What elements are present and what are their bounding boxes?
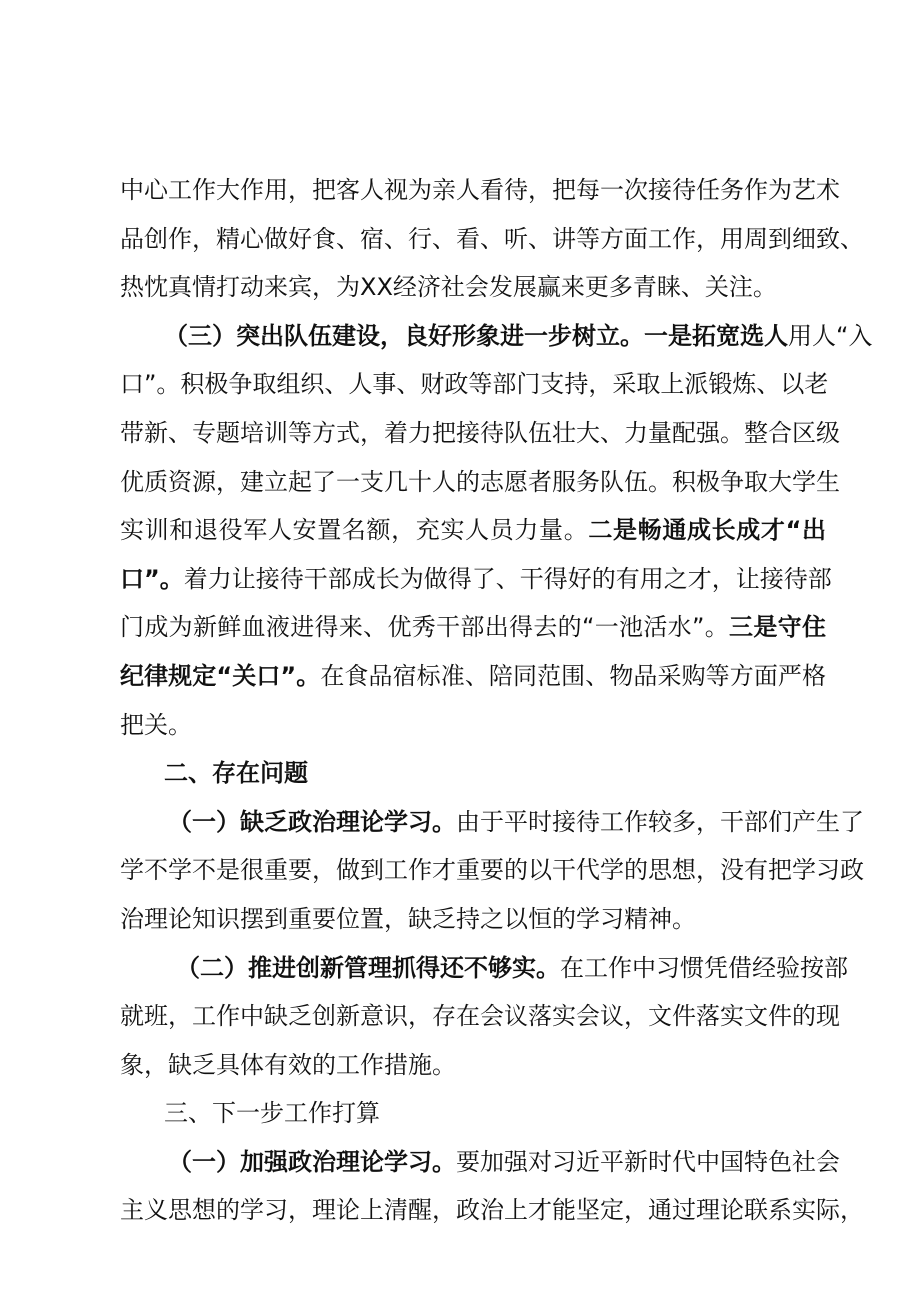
text-run: 用人“入 <box>788 321 873 350</box>
document-body <box>120 166 873 1235</box>
text-line: 品创作，精心做好食、宿、行、看、听、讲等方面工作，用周到细致、 <box>120 224 864 253</box>
text-line: 口”。积极争取组织、人事、财政等部门支持，采取上派锻炼、以老 <box>120 370 829 399</box>
section-heading-next-steps: 三、下一步工作打算 <box>164 1099 380 1128</box>
section-heading-problems: 二、存在问题 <box>164 759 308 788</box>
bold-run: 纪律规定“关口”。 <box>120 661 321 690</box>
text-line <box>120 603 826 652</box>
paragraph-strengthen-study <box>120 1138 864 1235</box>
text-line: 把关。 <box>120 710 192 739</box>
text-line <box>120 1138 840 1187</box>
text-line: 治理论知识摆到重要位置，缺乏持之以恒的学习精神。 <box>120 904 696 933</box>
paragraph-theory-study <box>120 798 864 944</box>
text-line: 优质资源，建立起了一支几十人的志愿者服务队伍。积极争取大学生 <box>120 467 840 496</box>
text-line: 热忱真情打动来宾，为XX经济社会发展赢来更多青睐、关注。 <box>120 273 777 302</box>
text-run: 在食品宿标准、陪同范围、物品采购等方面严格 <box>320 661 827 690</box>
text-run: 由于平时接待工作较多，干部们产生了 <box>456 807 864 836</box>
bold-run: 三是守住 <box>729 613 826 642</box>
text-run: 着力让接待干部成长为做得了、干得好的有用之才，让接待部 <box>183 564 832 593</box>
text-line: 就班，工作中缺乏创新意识，存在会议落实会议，文件落实文件的现 <box>120 1002 840 1031</box>
text-run: 门成为新鲜血液进得来、优秀干部出得去的“一池活水”。 <box>120 613 730 642</box>
paragraph-innovation <box>120 944 848 1090</box>
paragraph-team-building <box>120 312 873 749</box>
text-line <box>120 555 832 604</box>
text-run: 实训和退役军人安置名额，充实人员力量。 <box>120 516 589 545</box>
bold-heading: （二）推进创新管理抓得还不够实。 <box>176 953 560 982</box>
text-line <box>120 312 873 361</box>
text-line: 带新、专题培训等方式，着力把接待队伍壮大、力量配强。整合区级 <box>120 418 840 447</box>
bold-heading: （三）突出队伍建设，良好形象进一步树立。一是拓宽选人 <box>164 321 788 350</box>
text-line <box>120 506 826 555</box>
text-run: 在工作中习惯凭借经验按部 <box>560 953 848 982</box>
bold-heading: （一）缺乏政治理论学习。 <box>168 807 456 836</box>
text-line: 学不学不是很重要，做到工作才重要的以干代学的思想，没有把学习政 <box>120 856 864 885</box>
text-line <box>120 944 848 993</box>
text-line <box>120 652 826 701</box>
bold-heading: （一）加强政治理论学习。 <box>168 1147 456 1176</box>
text-line <box>120 798 864 847</box>
text-run: 要加强对习近平新时代中国特色社会 <box>456 1147 840 1176</box>
text-line: 象，缺乏具体有效的工作措施。 <box>120 1050 456 1079</box>
text-line: 中心工作大作用，把客人视为亲人看待，把每一次接待任务作为艺术 <box>120 176 840 204</box>
bold-run: 口”。 <box>120 564 184 593</box>
bold-run: 二是畅通成长成才“出 <box>588 516 827 545</box>
text-line: 主义思想的学习，理论上清醒，政治上才能坚定，通过理论联系实际， <box>120 1196 864 1225</box>
paragraph-reception-work <box>120 166 864 312</box>
